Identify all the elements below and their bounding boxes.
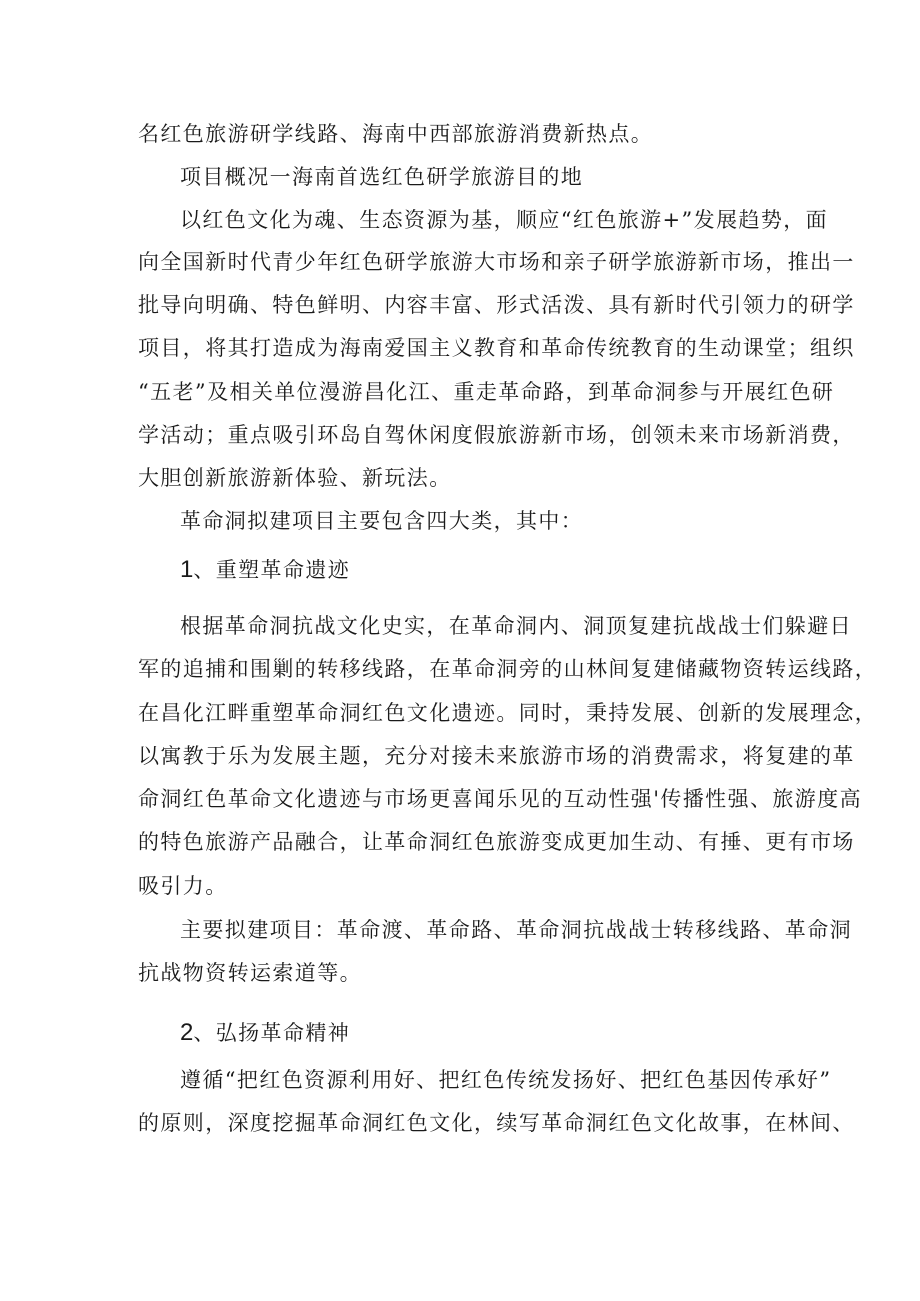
- paragraph-line: 向全国新时代青少年红色研学旅游大市场和亲子研学旅游新市场，推出一: [138, 250, 855, 274]
- paragraph-line: “五老”及相关单位漫游昌化江、重走革命路，到革命洞参与开展红色研: [138, 380, 835, 404]
- paragraph-line: 以寓教于乐为发展主题，充分对接未来旅游市场的消费需求，将复建的革: [138, 744, 855, 768]
- section-heading-1: [180, 556, 350, 584]
- section-intro-line: 项目概况一海南首选红色研学旅游目的地: [180, 165, 584, 189]
- paragraph-line: 抗战物资转运索道等。: [138, 961, 362, 985]
- paragraph-line: 遵循“把红色资源利用好、把红色传统发扬好、把红色基因传承好”: [180, 1068, 832, 1092]
- heading-text: 、弘扬革命精神: [193, 1021, 351, 1045]
- paragraph-line: 的原则，深度挖掘革命洞红色文化，续写革命洞红色文化故事，在林间、: [138, 1111, 855, 1135]
- paragraph-line: 在昌化江畔重塑革命洞红色文化遗迹。同时，秉持发展、创新的发展理念，: [138, 701, 878, 725]
- paragraph-line: 军的追捕和围剿的转移线路，在革命洞旁的山林间复建储藏物资转运线路，: [138, 657, 878, 681]
- paragraph-line: 革命洞拟建项目主要包含四大类，其中：: [180, 509, 584, 533]
- paragraph-line: 吸引力。: [138, 874, 228, 898]
- paragraph-line: 批导向明确、特色鲜明、内容丰富、形式活泼、具有新时代引领力的研学: [138, 293, 855, 317]
- paragraph-line: 项目，将其打造成为海南爱国主义教育和革命传统教育的生动课堂；组织: [138, 336, 855, 360]
- paragraph-line: 大胆创新旅游新体验、新玩法。: [138, 466, 452, 490]
- paragraph-line: 名红色旅游研学线路、海南中西部旅游消费新热点。: [138, 122, 654, 146]
- paragraph-line: 以红色文化为魂、生态资源为基，顺应“红色旅游+”发展趋势，面: [180, 208, 829, 232]
- paragraph-line: 主要拟建项目：革命渡、革命路、革命洞抗战战士转移线路、革命洞: [180, 918, 852, 942]
- heading-text: 、重塑革命遗迹: [193, 558, 351, 582]
- section-heading-2: [180, 1019, 350, 1047]
- paragraph-line: 学活动；重点吸引环岛自驾休闲度假旅游新市场，创领未来市场新消费，: [138, 423, 855, 447]
- paragraph-line: 的特色旅游产品融合，让革命洞红色旅游变成更加生动、有捶、更有市场: [138, 830, 855, 854]
- paragraph-line: 根据革命洞抗战文化史实，在革命洞内、洞顶复建抗战战士们躲避日: [180, 614, 852, 638]
- heading-number: 2: [180, 1019, 194, 1046]
- paragraph-line: 命洞红色革命文化遗迹与市场更喜闻乐见的互动性强'传播性强、旅游度高: [138, 787, 862, 811]
- heading-number: 1: [180, 556, 194, 583]
